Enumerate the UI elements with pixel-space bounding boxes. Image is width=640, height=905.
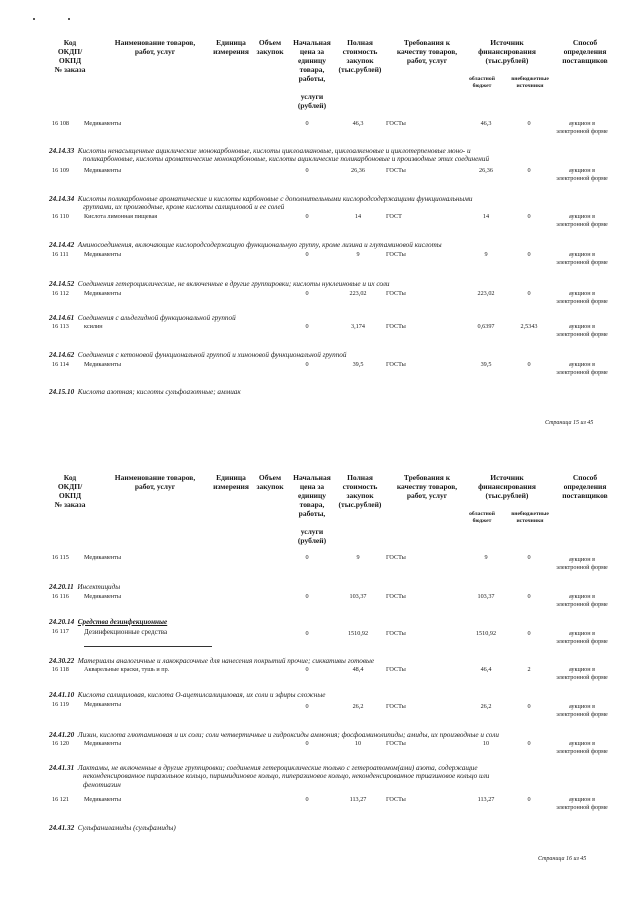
unit-price: 0 bbox=[305, 213, 309, 220]
item-name: Медикаменты bbox=[84, 796, 122, 803]
col-header-method: Способ определения поставщиков bbox=[562, 473, 608, 500]
procurement-method: аукцион в электронной форме bbox=[556, 666, 608, 681]
regional-budget: 103,37 bbox=[477, 593, 495, 600]
col-header-extra: внебюджетные источники bbox=[511, 76, 549, 89]
total-cost: 103,37 bbox=[349, 593, 367, 600]
okpd-group bbox=[49, 764, 489, 789]
extra-budget: 0 bbox=[527, 167, 531, 174]
okpd-group bbox=[49, 657, 374, 665]
order-number: 16 110 bbox=[52, 213, 69, 220]
okpd-title: Лизин, кислота глютаминовая и их соли; соли четвертичные и гидроксиды аммония; фосфоаминолипиды; амиды, их производные и соли bbox=[77, 731, 499, 739]
okpd-title: Соединения с кетоновой функциональной группой и хиноновой функциональной группой bbox=[77, 351, 347, 359]
col-header-regional: областной бюджет bbox=[469, 511, 495, 524]
quality-requirements: ГОСТы bbox=[386, 251, 406, 258]
okpd-title: группами, их производные, кроме кислоты салициловой и ее солей bbox=[83, 203, 285, 212]
col-header-unit: Единица измерения bbox=[213, 38, 249, 56]
total-cost: 113,27 bbox=[349, 796, 367, 803]
item-name: Медикаменты bbox=[84, 593, 122, 600]
procurement-method: аукцион в электронной форме bbox=[556, 361, 608, 376]
okpd-code: 24.15.10 bbox=[49, 388, 75, 396]
unit-price: 0 bbox=[305, 323, 309, 330]
okpd-code: 24.14.42 bbox=[49, 241, 75, 249]
col-header-price: Начальная цена за единицу товара, работы, услуги (рублей) bbox=[293, 38, 331, 110]
order-number: 16 116 bbox=[52, 593, 69, 600]
item-name: Медикаменты bbox=[84, 740, 122, 747]
total-cost: 26,2 bbox=[352, 703, 364, 710]
col-header-unit: Единица измерения bbox=[213, 473, 249, 491]
order-number: 16 108 bbox=[52, 120, 70, 127]
quality-requirements: ГОСТы bbox=[386, 703, 406, 710]
regional-budget: 223,02 bbox=[477, 290, 495, 297]
col-header-code: Код ОКДП/ ОКПД № заказа bbox=[54, 38, 86, 74]
okpd-code: 24.14.34 bbox=[49, 195, 75, 203]
quality-requirements: ГОСТы bbox=[386, 554, 406, 561]
extra-budget: 0 bbox=[527, 290, 531, 297]
quality-requirements: ГОСТы bbox=[386, 666, 406, 673]
unit-price: 0 bbox=[305, 167, 309, 174]
procurement-method: аукцион в электронной форме bbox=[556, 120, 608, 135]
okpd-group bbox=[49, 195, 472, 212]
okpd-title: поликарбоновые, кислоты ароматические монокарбоновые, кислоты ациклические поликарбоновые и производные этих соединений bbox=[83, 155, 490, 164]
quality-requirements: ГОСТы bbox=[386, 361, 406, 368]
procurement-method: аукцион в электронной форме bbox=[556, 167, 608, 182]
col-header-method: Способ определения поставщиков bbox=[562, 38, 608, 65]
col-header-name: Наименование товаров, работ, услуг bbox=[114, 38, 196, 56]
procurement-method: аукцион в электронной форме bbox=[556, 213, 608, 228]
okpd-title: Инсектициды bbox=[77, 583, 121, 591]
unit-price: 0 bbox=[305, 120, 309, 127]
unit-price: 0 bbox=[305, 740, 309, 747]
okpd-code: 24.14.61 bbox=[49, 314, 75, 322]
order-number: 16 115 bbox=[52, 554, 69, 561]
okpd-group bbox=[49, 314, 236, 322]
page-number: Страница 15 из 45 bbox=[545, 420, 594, 426]
extra-budget: 0 bbox=[527, 740, 531, 747]
col-header-price: Начальная цена за единицу товара, работы, услуги (рублей) bbox=[293, 473, 331, 545]
divider-line bbox=[84, 646, 212, 647]
unit-price: 0 bbox=[305, 251, 309, 258]
extra-budget: 2,5343 bbox=[520, 323, 538, 330]
regional-budget: 9 bbox=[484, 554, 488, 561]
procurement-method: аукцион в электронной форме bbox=[556, 630, 608, 645]
quality-requirements: ГОСТы bbox=[386, 796, 406, 803]
quality-requirements: ГОСТы bbox=[386, 167, 406, 174]
col-header-volume: Объем закупок bbox=[256, 473, 284, 491]
okpd-group bbox=[49, 618, 167, 626]
col-header-source: Источник финансирования (тыс.рублей) bbox=[478, 38, 536, 65]
item-name: Медикаменты bbox=[84, 251, 122, 258]
procurement-method: аукцион в электронной форме bbox=[556, 703, 608, 718]
procurement-method: аукцион в электронной форме bbox=[556, 251, 608, 266]
okpd-code: 24.41.32 bbox=[49, 824, 75, 832]
extra-budget: 2 bbox=[527, 666, 531, 673]
procurement-method: аукцион в электронной форме bbox=[556, 290, 608, 305]
unit-price: 0 bbox=[305, 796, 309, 803]
total-cost: 9 bbox=[356, 251, 360, 258]
unit-price: 0 bbox=[305, 593, 309, 600]
total-cost: 39,5 bbox=[352, 361, 364, 368]
okpd-code: 24.14.33 bbox=[49, 147, 75, 155]
total-cost: 46,3 bbox=[352, 120, 364, 127]
extra-budget: 0 bbox=[527, 630, 531, 637]
okpd-title: Средства дезинфекционные bbox=[77, 618, 168, 626]
regional-budget: 1510,92 bbox=[475, 630, 497, 637]
quality-requirements: ГОСТы bbox=[386, 290, 406, 297]
col-header-code: Код ОКДП/ ОКПД № заказа bbox=[54, 473, 86, 509]
item-name: Медикаменты bbox=[84, 290, 122, 297]
okpd-title: Соединения с альдегидной функциональной группой bbox=[77, 314, 236, 322]
regional-budget: 46,4 bbox=[480, 666, 492, 673]
regional-budget: 10 bbox=[482, 740, 490, 747]
order-number: 16 111 bbox=[52, 251, 69, 258]
okpd-title: Кислоты ненасыщенные ациклические монокарбоновые, кислоты циклоалкановые, циклоалкеновые и циклотерпеновые моно- и bbox=[77, 147, 471, 155]
okpd-title: Кислоты поликарбоновые ароматические и кислоты карбоновые с дополнительными кислородсодержащими функциональными bbox=[77, 195, 473, 203]
col-header-requirements: Требования к качеству товаров, работ, услуг bbox=[396, 38, 458, 65]
okpd-group bbox=[49, 241, 442, 249]
item-name: Дезинфекционные средства bbox=[84, 628, 168, 636]
unit-price: 0 bbox=[305, 554, 309, 561]
extra-budget: 0 bbox=[527, 703, 531, 710]
regional-budget: 26,36 bbox=[479, 167, 493, 174]
okpd-title: Материалы аналогичные и лакокрасочные для нанесения покрытий прочие; сиккативы готовые bbox=[77, 657, 375, 665]
extra-budget: 0 bbox=[527, 554, 531, 561]
col-header-requirements: Требования к качеству товаров, работ, услуг bbox=[396, 473, 458, 500]
procurement-method: аукцион в электронной форме bbox=[556, 796, 608, 811]
okpd-title: Лактамы, не включенные в другие группировки; соединения гетероциклические только с гетероатомом(ами) азота, содержащие bbox=[77, 764, 478, 772]
okpd-group bbox=[49, 583, 120, 591]
unit-price: 0 bbox=[305, 361, 309, 368]
col-header-volume: Объем закупок bbox=[256, 38, 284, 56]
okpd-code: 24.41.10 bbox=[49, 691, 75, 699]
okpd-group bbox=[49, 280, 390, 288]
unit-price: 0 bbox=[305, 666, 309, 673]
order-number: 16 109 bbox=[52, 167, 70, 174]
total-cost: 48,4 bbox=[352, 666, 364, 673]
okpd-title: Сульфаниламиды (сульфамиды) bbox=[77, 824, 176, 832]
okpd-title: неконденсированное пиразольное кольцо, пиримидиновое кольцо, пиперазиновое кольцо, неконденсированное триазиновое кольцо или bbox=[83, 772, 490, 781]
col-header-total: Полная стоимость закупок (тыс.рублей) bbox=[338, 38, 382, 74]
regional-budget: 9 bbox=[484, 251, 488, 258]
order-number: 16 117 bbox=[52, 628, 69, 635]
regional-budget: 39,5 bbox=[480, 361, 492, 368]
item-name: ксилин bbox=[84, 323, 103, 330]
col-header-extra: внебюджетные источники bbox=[511, 511, 549, 524]
extra-budget: 0 bbox=[527, 120, 531, 127]
scan-speck bbox=[68, 18, 70, 20]
okpd-code: 24.41.20 bbox=[49, 731, 75, 739]
okpd-group bbox=[49, 731, 499, 739]
total-cost: 3,174 bbox=[351, 323, 365, 330]
okpd-title: Соединения гетероциклические, не включенные в другие группировки; кислоты нуклеиновые и их соли bbox=[77, 280, 390, 288]
col-header-source: Источник финансирования (тыс.рублей) bbox=[478, 473, 536, 500]
quality-requirements: ГОСТы bbox=[386, 630, 406, 637]
okpd-code: 24.41.31 bbox=[49, 764, 75, 772]
order-number: 16 120 bbox=[52, 740, 70, 747]
extra-budget: 0 bbox=[527, 361, 531, 368]
okpd-title: фенотиазин bbox=[83, 780, 121, 789]
col-header-regional: областной бюджет bbox=[469, 76, 495, 89]
total-cost: 1510,92 bbox=[347, 630, 369, 637]
procurement-method: аукцион в электронной форме bbox=[556, 556, 608, 571]
procurement-method: аукцион в электронной форме bbox=[556, 740, 608, 755]
unit-price: 0 bbox=[305, 630, 309, 637]
extra-budget: 0 bbox=[527, 213, 531, 220]
quality-requirements: ГОСТы bbox=[386, 323, 406, 330]
item-name: Медикаменты bbox=[84, 361, 122, 368]
regional-budget: 26,2 bbox=[480, 703, 492, 710]
quality-requirements: ГОСТы bbox=[386, 593, 406, 600]
page-number: Страница 16 из 45 bbox=[538, 856, 587, 862]
order-number: 16 119 bbox=[52, 701, 69, 708]
procurement-method: аукцион в электронной форме bbox=[556, 593, 608, 608]
regional-budget: 46,3 bbox=[480, 120, 492, 127]
quality-requirements: ГОСТы bbox=[386, 120, 406, 127]
item-name: Кислота лимонная пищевая bbox=[84, 213, 158, 220]
okpd-title: Аминосоединения, включающие кислородсодержащую функциональную группу, кроме лизина и глутаминовой кислоты bbox=[77, 241, 442, 249]
total-cost: 10 bbox=[354, 740, 362, 747]
unit-price: 0 bbox=[305, 290, 309, 297]
quality-requirements: ГОСТы bbox=[386, 740, 406, 747]
okpd-title: Кислота азотная; кислоты сульфоазотные; аммиак bbox=[77, 388, 241, 396]
item-name: Медикаменты bbox=[84, 167, 122, 174]
total-cost: 9 bbox=[356, 554, 360, 561]
col-header-total: Полная стоимость закупок (тыс.рублей) bbox=[338, 473, 382, 509]
order-number: 16 121 bbox=[52, 796, 70, 803]
okpd-group bbox=[49, 824, 176, 832]
quality-requirements: ГОСТ bbox=[386, 213, 402, 220]
okpd-code: 24.20.11 bbox=[49, 583, 74, 591]
extra-budget: 0 bbox=[527, 593, 531, 600]
order-number: 16 113 bbox=[52, 323, 69, 330]
order-number: 16 118 bbox=[52, 666, 69, 673]
total-cost: 223,02 bbox=[349, 290, 367, 297]
total-cost: 26,36 bbox=[351, 167, 365, 174]
col-header-name: Наименование товаров, работ, услуг bbox=[114, 473, 196, 491]
item-name: Акварельные краски, тушь и пр. bbox=[84, 666, 170, 673]
extra-budget: 0 bbox=[527, 251, 531, 258]
okpd-group bbox=[49, 147, 489, 164]
item-name: Медикаменты bbox=[84, 554, 122, 561]
okpd-code: 24.14.52 bbox=[49, 280, 75, 288]
order-number: 16 112 bbox=[52, 290, 69, 297]
scan-speck bbox=[33, 18, 35, 20]
item-name: Медикаменты bbox=[84, 120, 122, 127]
okpd-code: 24.14.62 bbox=[49, 351, 75, 359]
item-name: Медикаменты bbox=[84, 701, 122, 708]
total-cost: 14 bbox=[354, 213, 362, 220]
regional-budget: 113,27 bbox=[477, 796, 495, 803]
order-number: 16 114 bbox=[52, 361, 69, 368]
regional-budget: 0,6397 bbox=[477, 323, 495, 330]
okpd-group bbox=[49, 388, 241, 396]
okpd-title: Кислота салициловая, кислота О-ацетилсалициловая, их соли и эфиры сложные bbox=[77, 691, 326, 699]
unit-price: 0 bbox=[305, 703, 309, 710]
okpd-code: 24.20.14 bbox=[49, 618, 75, 626]
okpd-code: 24.30.22 bbox=[49, 657, 75, 665]
extra-budget: 0 bbox=[527, 796, 531, 803]
okpd-group bbox=[49, 351, 347, 359]
regional-budget: 14 bbox=[482, 213, 490, 220]
okpd-group bbox=[49, 691, 325, 699]
procurement-method: аукцион в электронной форме bbox=[556, 323, 608, 338]
